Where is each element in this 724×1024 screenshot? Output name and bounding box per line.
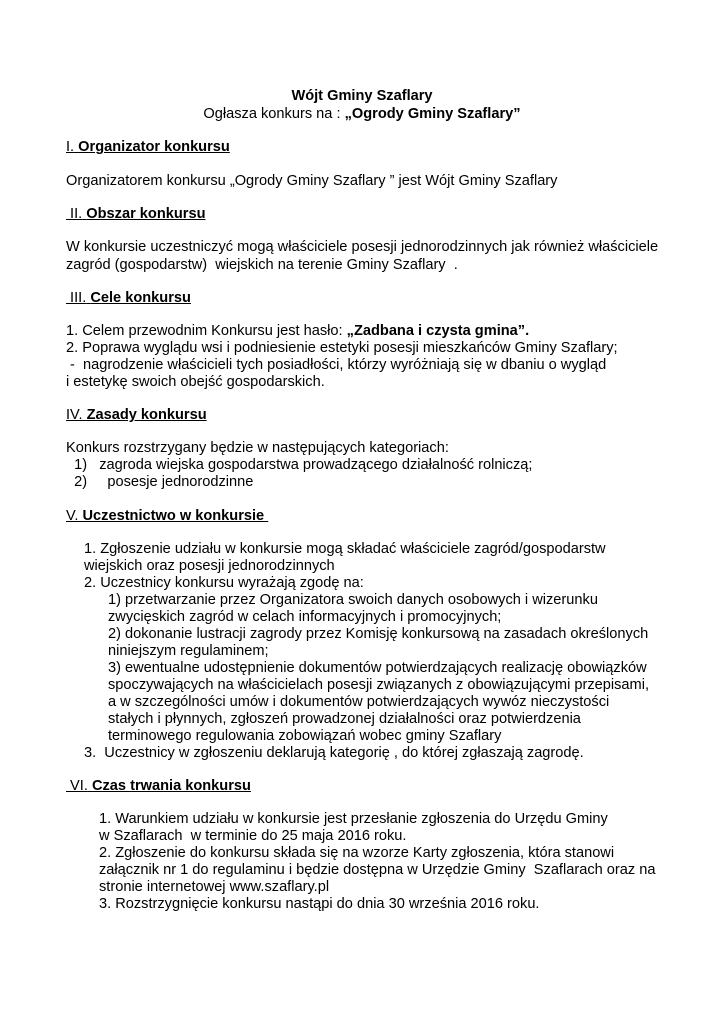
- subtitle-prefix: Ogłasza konkurs na :: [203, 106, 345, 122]
- section-3-numeral: III.: [66, 290, 87, 306]
- section-5-line: 3) ewentualne udostępnienie dokumentów potwierdzających realizację obowiązków: [108, 660, 647, 676]
- section-5-line: niniejszym regulaminem;: [108, 643, 269, 659]
- section-4-heading: [66, 407, 207, 425]
- section-4-numeral: IV.: [66, 407, 83, 423]
- section-5-numeral: V.: [66, 508, 79, 524]
- section-5-heading: [66, 508, 268, 526]
- section-6-line: 1. Warunkiem udziału w konkursie jest przesłanie zgłoszenia do Urzędu Gminy: [99, 811, 608, 827]
- section-5-line: terminowego regulowania zobowiązań wobec gminy Szaflary: [108, 728, 502, 744]
- section-2-heading: [66, 206, 206, 224]
- section-5-line: 3. Uczestnicy w zgłoszeniu deklarują kategorię , do której zgłaszają zagrodę.: [84, 745, 584, 761]
- section-2-numeral: II.: [66, 206, 83, 222]
- section-3-line: i estetykę swoich obejść gospodarskich.: [66, 374, 325, 390]
- section-5-line: 2. Uczestnicy konkursu wyrażają zgodę na:: [84, 575, 364, 591]
- section-6-heading: [66, 778, 251, 796]
- section-6-title: Czas trwania konkursu: [91, 778, 251, 794]
- section-5-line: spoczywających na właścicielach posesji związanych z obowiązującymi przepisami,: [108, 677, 650, 693]
- section-6-numeral: VI.: [66, 778, 88, 794]
- section-3-line: 2. Poprawa wyglądu wsi i podniesienie estetyki posesji mieszkańców Gminy Szaflary;: [66, 340, 618, 356]
- section-4-title: Zasady konkursu: [86, 407, 207, 423]
- section-3-title: Cele konkursu: [90, 290, 191, 306]
- section-4-intro: Konkurs rozstrzygany będzie w następujących kategoriach:: [66, 440, 449, 456]
- section-5-line: a w szczególności umów i dokumentów potwierdzających wywóz nieczystości: [108, 694, 610, 710]
- section-3-line: - nagrodzenie właścicieli tych posiadłości, którzy wyróżniają się w dbaniu o wygląd: [66, 357, 607, 373]
- section-1-heading: [66, 139, 230, 157]
- section-5-line: zwycięskich zagród w celach informacyjnych i promocyjnych;: [108, 609, 502, 625]
- section-5-line: 1. Zgłoszenie udziału w konkursie mogą składać właściciele zagród/gospodarstw: [84, 541, 606, 557]
- section-6-line: 3. Rozstrzygnięcie konkursu nastąpi do dnia 30 września 2016 roku.: [99, 896, 540, 912]
- section-3-heading: [66, 290, 191, 308]
- section-6-line: 2. Zgłoszenie do konkursu składa się na wzorze Karty zgłoszenia, która stanowi: [99, 845, 615, 861]
- slogan: „Zadbana i czysta gmina”.: [346, 323, 530, 339]
- document-title: Wójt Gminy Szaflary: [291, 88, 433, 104]
- section-1-title: Organizator konkursu: [78, 139, 230, 155]
- section-5-line: wiejskich oraz posesji jednorodzinnych: [84, 558, 335, 574]
- section-5-title: Uczestnictwo w konkursie: [82, 508, 269, 524]
- section-3-line: [66, 323, 529, 341]
- section-5-line: stałych i płynnych, zgłoszeń prowadzonej działalności oraz potwierdzenia: [108, 711, 581, 727]
- section-2-line: W konkursie uczestniczyć mogą właściciele posesji jednorodzinnych jak również właściciele: [66, 239, 659, 255]
- section-2-title: Obszar konkursu: [86, 206, 206, 222]
- section-6-line: stronie internetowej www.szaflary.pl: [99, 879, 330, 895]
- document-subtitle: [0, 106, 724, 124]
- section-6-line: załącznik nr 1 do regulaminu i będzie dostępna w Urzędzie Gminy Szaflarach oraz na: [99, 862, 656, 878]
- category-item: 2) posesje jednorodzinne: [66, 474, 254, 490]
- section-1-numeral: I.: [66, 139, 75, 155]
- section-6-line: w Szaflarach w terminie do 25 maja 2016 roku.: [99, 828, 407, 844]
- contest-name: „Ogrody Gminy Szaflary”: [344, 106, 521, 122]
- section-5-line: 2) dokonanie lustracji zagrody przez Komisję konkursową na zasadach określonych: [108, 626, 649, 642]
- section-2-line: zagród (gospodarstw) wiejskich na terenie Gminy Szaflary .: [66, 257, 458, 273]
- section-1-text: Organizatorem konkursu „Ogrody Gminy Szaflary ” jest Wójt Gminy Szaflary: [66, 173, 558, 189]
- section-5-line: 1) przetwarzanie przez Organizatora swoich danych osobowych i wizerunku: [108, 592, 598, 608]
- section-3-line-1-prefix: 1. Celem przewodnim Konkursu jest hasło:: [66, 323, 347, 339]
- category-item: 1) zagroda wiejska gospodarstwa prowadzącego działalność rolniczą;: [66, 457, 533, 473]
